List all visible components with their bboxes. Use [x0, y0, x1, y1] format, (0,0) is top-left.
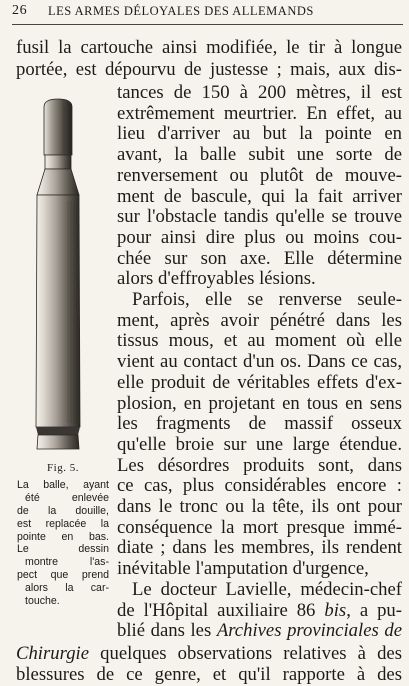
cartridge-illustration	[28, 97, 88, 455]
body-line: de l'Hôpital auxiliaire 86 bis, a pu-	[117, 599, 402, 621]
body-line: Les désordres produits sont, dans	[117, 454, 402, 476]
caption-line: alors la car-	[25, 582, 109, 595]
page-number: 26	[12, 3, 28, 18]
body-line: ce cas, plus considérables encore :	[117, 475, 402, 497]
caption-line: La balle, ayant	[17, 479, 109, 491]
caption-line: montre l'as-	[25, 556, 109, 569]
body-line: extrêmement meurtrier. En effet, au	[117, 102, 402, 124]
running-header	[12, 3, 402, 21]
caption-line: est replacée la	[17, 517, 109, 530]
body-line: Le docteur Lavielle, médecin-chef	[132, 578, 402, 600]
body-line: lieu d'arriver au but la pointe en	[117, 123, 402, 145]
caption-line: été enlevée	[25, 491, 109, 504]
italic-text: bis	[324, 599, 347, 621]
body-line: elle produit de véritables effets d'ex-	[117, 371, 402, 393]
body-line: tissus mous, et au moment où elle	[117, 330, 402, 352]
body-line: fusil la cartouche ainsi modifiée, le tir à longue	[16, 37, 402, 58]
italic-text: Chirurgie	[16, 642, 90, 664]
body-line: portée, est dépourvu de justesse ; mais, aux dis-	[16, 59, 402, 80]
body-line: Chirurgie quelques observations relatives à des	[16, 642, 402, 664]
caption-line: pointe en bas.	[17, 530, 109, 543]
body-line: diate ; dans les membres, ils rendent	[117, 537, 402, 559]
body-line: blessures de ce genre, et qu'il rapporte à des	[16, 663, 402, 685]
body-line: avant, la balle subit une sorte de	[117, 144, 402, 166]
body-line: sur l'obstacle tandis qu'elle se trouve	[117, 206, 402, 228]
italic-text: Archives provinciales de	[216, 620, 402, 642]
running-title: LES ARMES DÉLOYALES DES ALLEMANDS	[48, 4, 314, 18]
caption-line: Le dessin	[17, 543, 109, 556]
body-line: blié dans les Archives provinciales de	[117, 620, 402, 642]
caption-line: de la douille,	[17, 504, 109, 517]
body-line: chée sur son axe. Elle détermine	[117, 247, 402, 269]
body-line: vient au contact d'un os. Dans ce cas,	[117, 351, 402, 373]
body-line: dans le tronc ou la tête, ils ont pour	[117, 496, 402, 517]
body-line: les fragments de massif osseux	[117, 413, 402, 435]
caption-line: touche.	[25, 595, 60, 608]
caption-line: pect que prend	[17, 569, 109, 582]
body-line: qu'elle broie sur une large étendue.	[117, 433, 402, 455]
figure-label: Fig. 5.	[47, 462, 79, 474]
header-rule	[12, 24, 403, 25]
body-line: plosion, en projetant en tous en sens	[117, 392, 402, 414]
body-line: inévitable l'amputation d'urgence,	[117, 558, 369, 580]
body-line: pour ainsi dire plus ou moins cou-	[117, 226, 402, 248]
body-line: tances de 150 à 200 mètres, il est	[117, 82, 402, 103]
body-line: alors d'effroyables lésions.	[117, 268, 316, 290]
body-line: conséquence la mort presque immé-	[117, 516, 402, 538]
body-line: ment de bascule, qui la fait arriver	[117, 185, 402, 207]
body-line: ment, après avoir pénétré dans les	[117, 309, 402, 331]
figure-caption	[17, 479, 109, 608]
body-line: renversement ou plutôt de mouve-	[117, 164, 402, 186]
body-line: Parfois, elle se renverse seule-	[132, 289, 402, 310]
